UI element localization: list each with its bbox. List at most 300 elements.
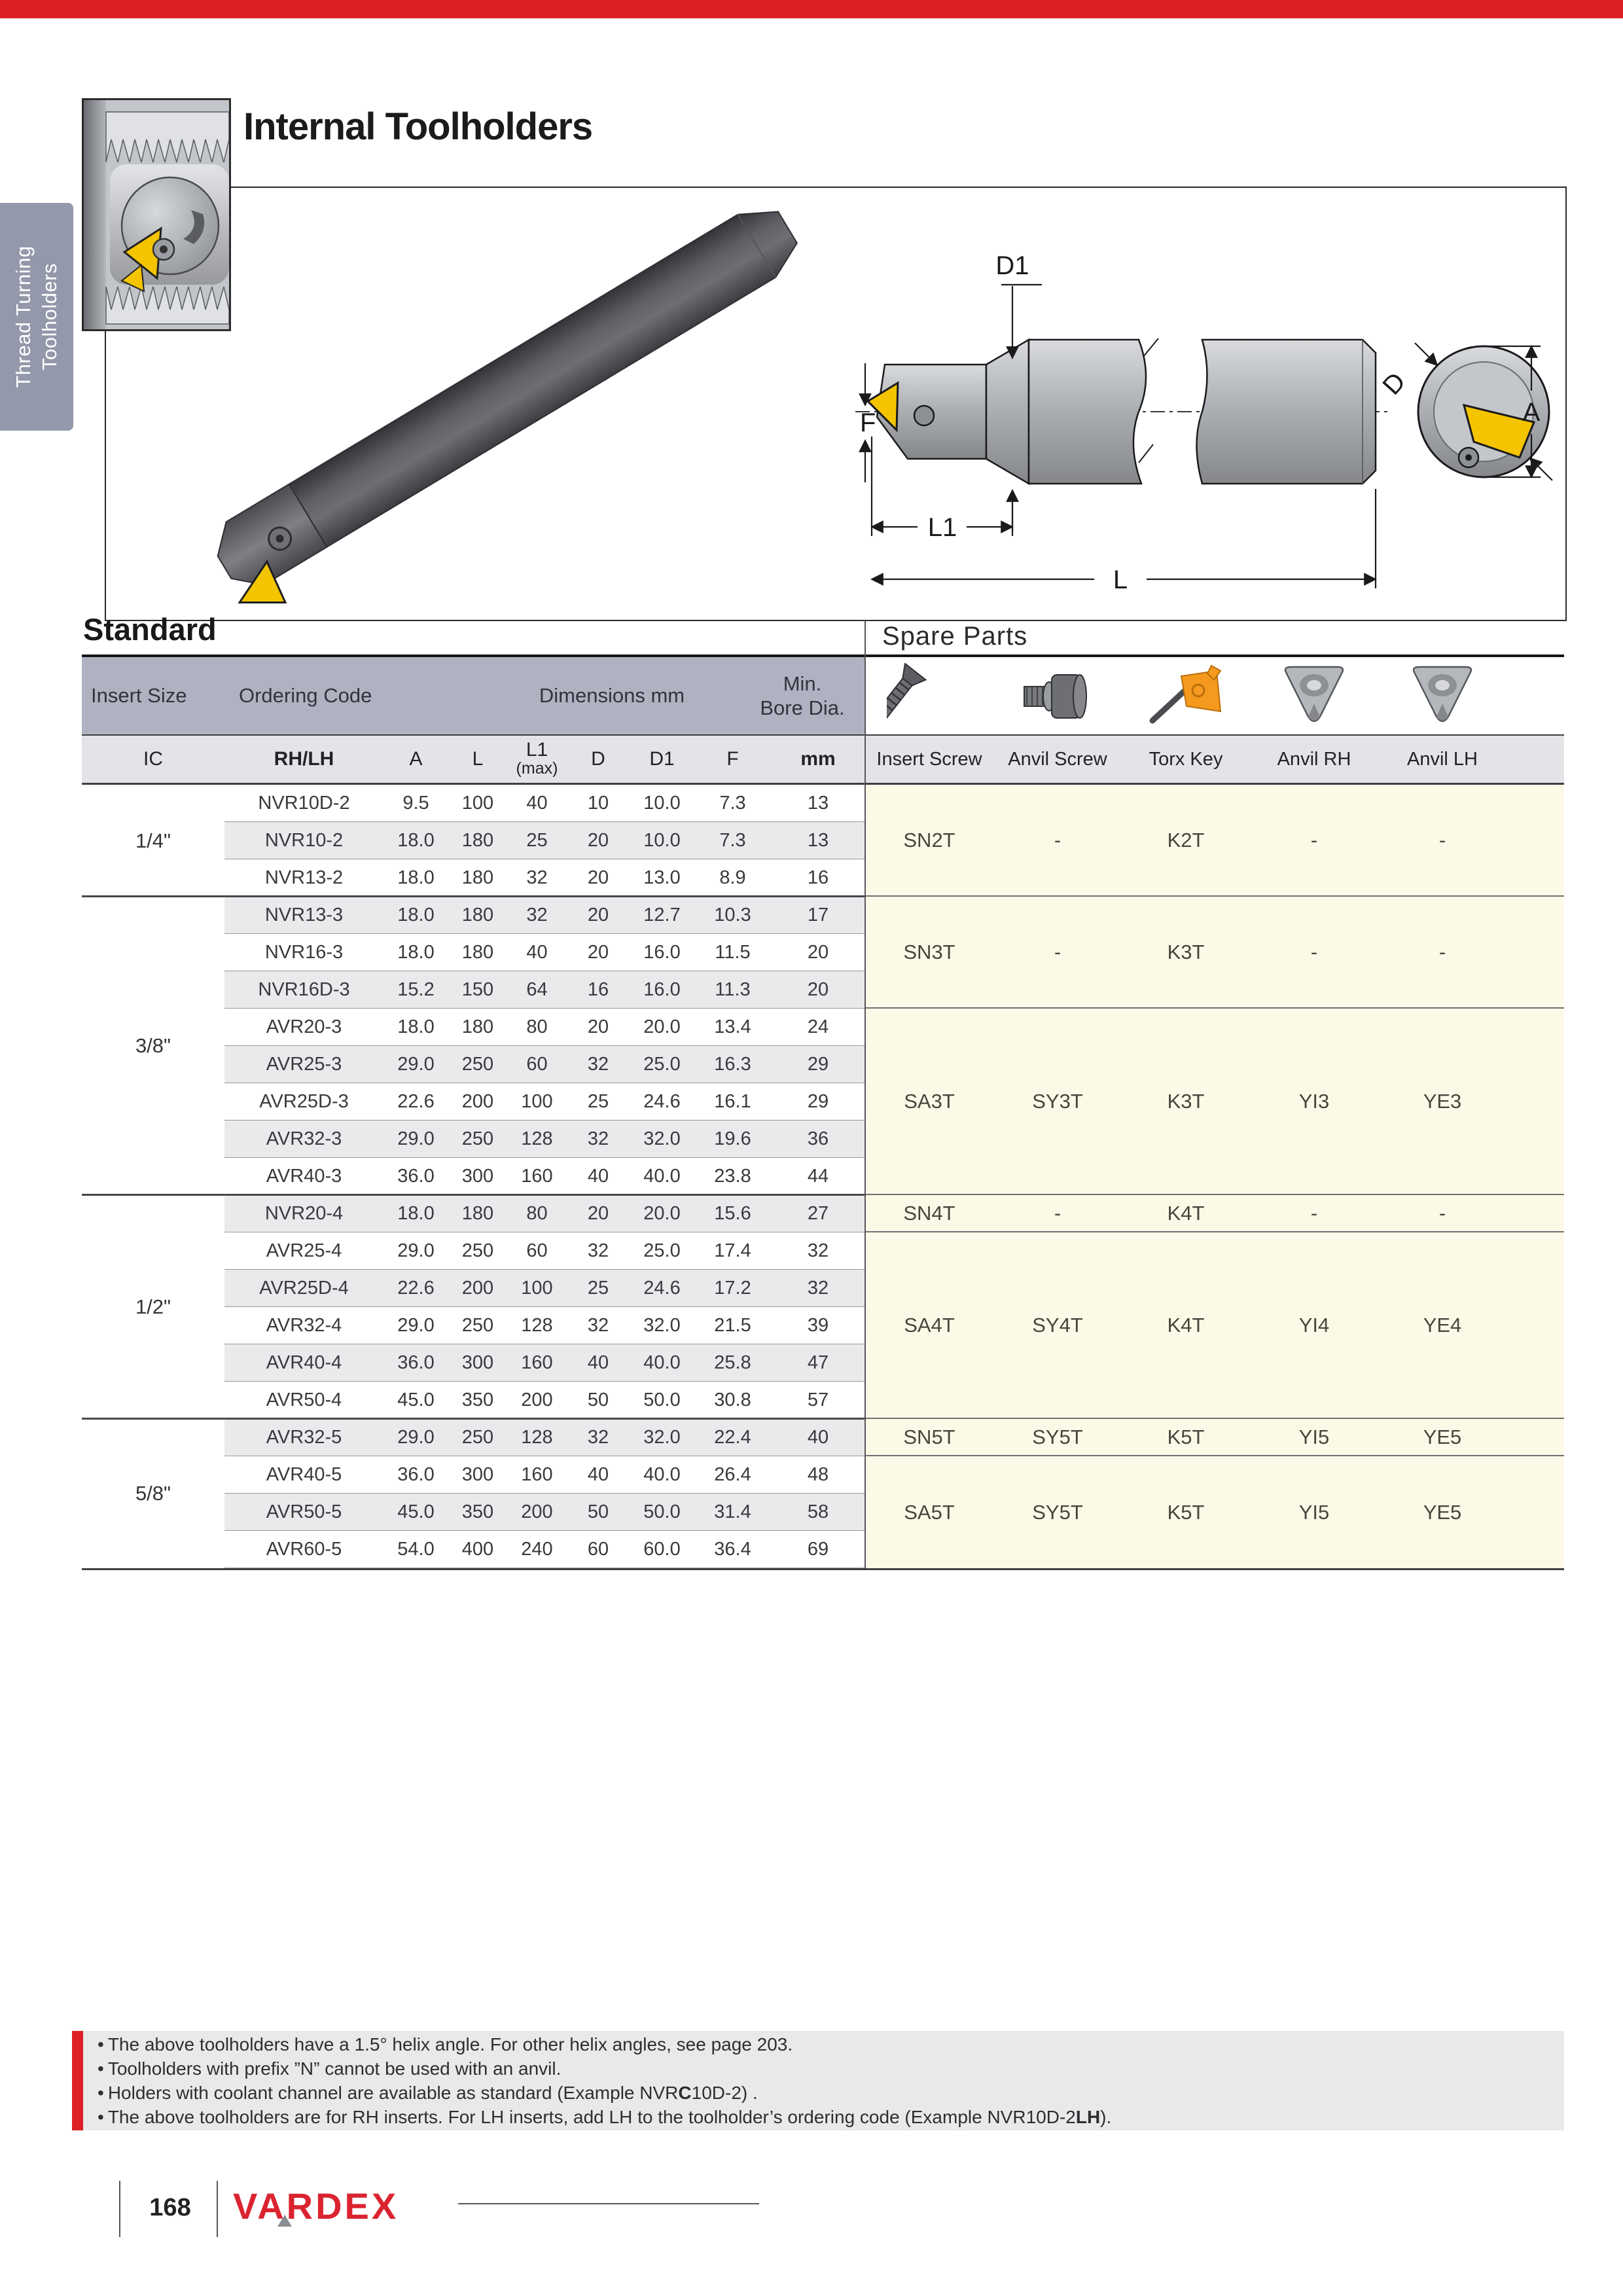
cell-insert-size: [82, 1158, 224, 1195]
cell-dim-d1: 32.0: [630, 1419, 694, 1456]
cell-dim-l: 300: [448, 1344, 507, 1382]
table-row: [82, 934, 865, 971]
cell-dim-mm: 24: [771, 1009, 865, 1046]
spare-parts-block: [865, 897, 1564, 1009]
spare-parts-block: [865, 1456, 1564, 1568]
cell-ordering-code: AVR25-3: [224, 1046, 383, 1083]
header-ordering-code: Ordering Code: [239, 684, 372, 707]
spare-parts-icons-row: [865, 657, 1564, 734]
cell-insert-size: [82, 1083, 224, 1121]
cell-dim-d: 20: [567, 1009, 630, 1046]
note-text: Holders with coolant channel are available as standard (Example NVR: [107, 2083, 679, 2103]
spare-torx-key: K4T: [1167, 1201, 1205, 1225]
header-min-bore-line2: Bore Dia.: [760, 696, 845, 719]
torx-key-icon: [1122, 657, 1250, 734]
cell-dim-l: 250: [448, 1419, 507, 1456]
insert-size-group-label: 3/8": [135, 1034, 171, 1057]
cell-insert-size: [82, 822, 224, 859]
cell-dim-l1: 160: [507, 1344, 567, 1382]
cell-dim-d: 20: [567, 822, 630, 859]
cell-dim-l1: 80: [507, 1195, 567, 1232]
cell-dim-mm: 40: [771, 1419, 865, 1456]
spare-insert-screw: SN5T: [903, 1425, 955, 1448]
cell-dim-mm: 57: [771, 1382, 865, 1419]
section-heading-spare-parts: Spare Parts: [882, 622, 1028, 651]
cell-insert-size: [82, 1494, 224, 1531]
cell-ordering-code: NVR13-2: [224, 859, 383, 897]
cell-ordering-code: NVR20-4: [224, 1195, 383, 1232]
cell-ordering-code: NVR13-3: [224, 897, 383, 934]
cell-dim-l: 180: [448, 822, 507, 859]
table-row: [82, 1009, 865, 1046]
cell-dim-a: 18.0: [383, 1009, 448, 1046]
spare-anvil-rh: YI3: [1298, 1089, 1330, 1113]
cell-dim-f: 11.5: [694, 934, 771, 971]
cell-dim-d: 32: [567, 1419, 630, 1456]
cell-dim-mm: 32: [771, 1270, 865, 1307]
cell-dim-d1: 13.0: [630, 859, 694, 897]
cell-dim-f: 7.3: [694, 822, 771, 859]
cell-dim-f: 25.8: [694, 1344, 771, 1382]
anvil-rh-icon: [1250, 657, 1378, 734]
table-row: [82, 1382, 865, 1419]
cell-dim-l1: 80: [507, 1009, 567, 1046]
cell-insert-size: [82, 1009, 224, 1046]
cell-dim-d: 40: [567, 1344, 630, 1382]
cell-dim-f: 22.4: [694, 1419, 771, 1456]
cell-dim-f: 16.3: [694, 1046, 771, 1083]
cell-ordering-code: AVR60-5: [224, 1531, 383, 1568]
cell-dim-a: 36.0: [383, 1158, 448, 1195]
cell-dim-l1: 32: [507, 897, 567, 934]
header-insert-size: Insert Size: [91, 684, 187, 707]
spare-anvil-lh: YE3: [1423, 1089, 1462, 1113]
cell-ordering-code: AVR25D-3: [224, 1083, 383, 1121]
cell-dim-l1: 60: [507, 1232, 567, 1270]
top-red-band: [0, 0, 1623, 18]
spare-anvil-rh: YI5: [1298, 1500, 1330, 1524]
subheader-spare-parts: [865, 736, 1564, 783]
spare-torx-key: K3T: [1167, 940, 1205, 963]
cell-ordering-code: AVR40-4: [224, 1344, 383, 1382]
spare-parts-block: [865, 1232, 1564, 1419]
cell-dim-a: 18.0: [383, 859, 448, 897]
note-text: The above toolholders have a 1.5° helix angle. For other helix angles, see page 203.: [107, 2034, 793, 2054]
cell-dim-d: 25: [567, 1270, 630, 1307]
spare-insert-screw: SN2T: [903, 828, 955, 852]
cell-ordering-code: AVR25-4: [224, 1232, 383, 1270]
table-row: [82, 785, 865, 822]
cell-dim-mm: 16: [771, 859, 865, 897]
cell-dim-l: 180: [448, 934, 507, 971]
section-heading-standard: Standard: [83, 612, 217, 647]
cell-dim-d: 40: [567, 1158, 630, 1195]
insert-size-group-label: 1/2": [135, 1295, 171, 1318]
cell-insert-size: [82, 1531, 224, 1568]
spare-anvil-rh: YI5: [1298, 1425, 1330, 1448]
cell-dim-l: 250: [448, 1046, 507, 1083]
cell-dim-a: 29.0: [383, 1419, 448, 1456]
cell-insert-size: [82, 1195, 224, 1232]
cell-dim-l1: 40: [507, 934, 567, 971]
cell-dim-d: 20: [567, 859, 630, 897]
sidebar-tab-text: [0, 203, 73, 431]
cell-dim-l1: 200: [507, 1494, 567, 1531]
note-text: 10D-2) .: [691, 2083, 758, 2103]
cell-dim-d1: 16.0: [630, 971, 694, 1009]
cell-dim-a: 15.2: [383, 971, 448, 1009]
note-text: Toolholders with prefix ”N” cannot be used with an anvil.: [107, 2058, 562, 2079]
cell-dim-d1: 32.0: [630, 1307, 694, 1344]
table-row: [82, 1232, 865, 1270]
cell-ordering-code: AVR50-4: [224, 1382, 383, 1419]
cell-dim-mm: 13: [771, 822, 865, 859]
footer-rule-right: [217, 2181, 218, 2237]
cell-insert-size: [82, 1456, 224, 1494]
cell-dim-l1: 100: [507, 1270, 567, 1307]
cell-dim-l1: 160: [507, 1158, 567, 1195]
cell-dim-f: 7.3: [694, 785, 771, 822]
cell-dim-d: 32: [567, 1232, 630, 1270]
cell-dim-a: 36.0: [383, 1344, 448, 1382]
svg-text:D: D: [1377, 367, 1412, 401]
cell-dim-l: 180: [448, 897, 507, 934]
cell-dim-f: 19.6: [694, 1121, 771, 1158]
bullet-icon: •: [98, 2058, 104, 2079]
notes-box: [83, 2031, 1564, 2130]
spare-insert-screw: SA4T: [904, 1313, 955, 1336]
cell-dim-d: 50: [567, 1382, 630, 1419]
cell-ordering-code: NVR10-2: [224, 822, 383, 859]
cell-dim-mm: 32: [771, 1232, 865, 1270]
cell-dim-l1: 128: [507, 1419, 567, 1456]
spare-parts-block: [865, 1195, 1564, 1232]
spare-anvil-lh: -: [1438, 1201, 1446, 1225]
table-row: [82, 897, 865, 934]
cell-dim-a: 29.0: [383, 1232, 448, 1270]
cell-dim-mm: 20: [771, 934, 865, 971]
sidebar-chapter-tab: [0, 203, 73, 431]
subheader-mm: mm: [800, 748, 836, 770]
subheader-rhlh: RH/LH: [274, 748, 334, 770]
subheader-f: F: [726, 748, 739, 770]
bullet-icon: •: [98, 2107, 104, 2127]
cell-dim-d1: 16.0: [630, 934, 694, 971]
cell-dim-l: 300: [448, 1456, 507, 1494]
diagram-box: [105, 187, 1567, 621]
table-row: [82, 859, 865, 897]
cell-dim-l: 400: [448, 1531, 507, 1568]
cell-dim-d1: 50.0: [630, 1382, 694, 1419]
subheader-anvil-rh: Anvil RH: [1277, 748, 1351, 770]
cell-dim-l1: 240: [507, 1531, 567, 1568]
spare-anvil-screw: -: [1054, 1201, 1061, 1225]
cell-ordering-code: AVR32-4: [224, 1307, 383, 1344]
cell-dim-d1: 24.6: [630, 1270, 694, 1307]
cell-dim-f: 17.4: [694, 1232, 771, 1270]
cell-dim-l1: 40: [507, 785, 567, 822]
cell-dim-f: 8.9: [694, 859, 771, 897]
note-line: [98, 2032, 1564, 2056]
cell-dim-mm: 17: [771, 897, 865, 934]
standard-spare-divider-line: [865, 620, 866, 1568]
spare-parts-panel: [865, 785, 1564, 1568]
subheader-ic: IC: [143, 748, 163, 770]
bullet-icon: •: [98, 2083, 104, 2103]
cell-dim-f: 16.1: [694, 1083, 771, 1121]
cell-dim-l: 350: [448, 1494, 507, 1531]
cell-dim-d: 16: [567, 971, 630, 1009]
cell-ordering-code: AVR32-3: [224, 1121, 383, 1158]
cell-dim-a: 36.0: [383, 1456, 448, 1494]
cell-dim-l: 350: [448, 1382, 507, 1419]
table-row: [82, 1121, 865, 1158]
spare-anvil-screw: -: [1054, 940, 1061, 963]
cell-ordering-code: AVR20-3: [224, 1009, 383, 1046]
cell-insert-size: [82, 1344, 224, 1382]
spare-parts-block: [865, 785, 1564, 897]
cell-dim-a: 22.6: [383, 1270, 448, 1307]
cell-dim-f: 30.8: [694, 1382, 771, 1419]
spare-insert-screw: SA5T: [904, 1500, 955, 1524]
cell-dim-f: 23.8: [694, 1158, 771, 1195]
cell-dim-a: 22.6: [383, 1083, 448, 1121]
table-row: [82, 971, 865, 1009]
notes-red-bar: [72, 2031, 83, 2130]
cell-dim-mm: 47: [771, 1344, 865, 1382]
dimension-drawing: [846, 201, 1559, 607]
thumbnail-internal-threading-photo: [82, 98, 231, 331]
cell-dim-l: 180: [448, 1195, 507, 1232]
table-row: [82, 1046, 865, 1083]
spare-anvil-lh: YE5: [1423, 1425, 1462, 1448]
spare-torx-key: K4T: [1167, 1313, 1205, 1336]
cell-dim-d1: 25.0: [630, 1046, 694, 1083]
cell-dim-l1: 32: [507, 859, 567, 897]
cell-insert-size: [82, 1270, 224, 1307]
svg-text:A: A: [1522, 398, 1541, 427]
cell-dim-d1: 40.0: [630, 1158, 694, 1195]
cell-ordering-code: NVR16-3: [224, 934, 383, 971]
brand-logo-triangle-icon: [277, 2215, 292, 2227]
cell-dim-a: 29.0: [383, 1307, 448, 1344]
svg-text:L: L: [1113, 565, 1128, 594]
spare-anvil-lh: YE4: [1423, 1313, 1462, 1336]
cell-dim-a: 18.0: [383, 934, 448, 971]
cell-dim-mm: 20: [771, 971, 865, 1009]
cell-dim-a: 45.0: [383, 1382, 448, 1419]
spare-torx-key: K2T: [1167, 828, 1205, 852]
cell-dim-l: 180: [448, 859, 507, 897]
cell-dim-d1: 20.0: [630, 1195, 694, 1232]
brand-logo: VARDEX: [233, 2185, 399, 2227]
bullet-icon: •: [98, 2034, 104, 2054]
toolholder-3d-render: [119, 194, 878, 613]
subheader-l: L: [472, 748, 484, 770]
cell-ordering-code: AVR40-3: [224, 1158, 383, 1195]
cell-ordering-code: NVR16D-3: [224, 971, 383, 1009]
table-row: [82, 1531, 865, 1568]
table-row: [82, 1419, 865, 1456]
cell-ordering-code: AVR40-5: [224, 1456, 383, 1494]
cell-dim-f: 10.3: [694, 897, 771, 934]
cell-dim-l1: 128: [507, 1121, 567, 1158]
header-min-bore-line1: Min.: [783, 672, 822, 695]
cell-dim-d: 32: [567, 1121, 630, 1158]
page-number: 168: [149, 2194, 191, 2221]
cell-insert-size: [82, 785, 224, 822]
subheader-l1: [507, 736, 567, 783]
spare-torx-key: K3T: [1167, 1089, 1205, 1113]
table-row: [82, 1158, 865, 1195]
spare-anvil-rh: YI4: [1298, 1313, 1330, 1336]
subheader-torx-key: Torx Key: [1149, 748, 1223, 770]
spare-parts-block: [865, 1009, 1564, 1195]
cell-dim-a: 29.0: [383, 1121, 448, 1158]
table-bottom-rule: [82, 1568, 1564, 1570]
cell-dim-mm: 13: [771, 785, 865, 822]
cell-insert-size: [82, 1121, 224, 1158]
header-dimensions: Dimensions mm: [539, 684, 685, 707]
spare-anvil-lh: -: [1438, 828, 1446, 852]
subheader-anvil-lh: Anvil LH: [1407, 748, 1478, 770]
cell-dim-d1: 10.0: [630, 822, 694, 859]
insert-size-group-label: 5/8": [135, 1482, 171, 1505]
cell-dim-l: 250: [448, 1232, 507, 1270]
cell-dim-mm: 48: [771, 1456, 865, 1494]
cell-dim-a: 29.0: [383, 1046, 448, 1083]
svg-text:D1: D1: [995, 251, 1029, 280]
spare-anvil-rh: -: [1310, 828, 1318, 852]
note-text: LH: [1075, 2107, 1101, 2127]
spare-anvil-screw: SY3T: [1032, 1089, 1083, 1113]
cell-dim-d: 60: [567, 1531, 630, 1568]
cell-dim-d1: 32.0: [630, 1121, 694, 1158]
cell-insert-size: [82, 1307, 224, 1344]
spare-insert-screw: SN3T: [903, 940, 955, 963]
cell-dim-f: 13.4: [694, 1009, 771, 1046]
table-row: [82, 1083, 865, 1121]
sidebar-tab-line1: Thread Turning: [12, 245, 35, 388]
cell-dim-mm: 58: [771, 1494, 865, 1531]
cell-ordering-code: AVR25D-4: [224, 1270, 383, 1307]
cell-insert-size: [82, 1232, 224, 1270]
cell-dim-l: 180: [448, 1009, 507, 1046]
anvil-lh-icon: [1378, 657, 1507, 734]
spare-anvil-rh: -: [1310, 1201, 1318, 1225]
note-line: [98, 2056, 1564, 2081]
cell-dim-mm: 27: [771, 1195, 865, 1232]
cell-dim-d1: 60.0: [630, 1531, 694, 1568]
cell-dim-d: 20: [567, 897, 630, 934]
cell-dim-d: 20: [567, 1195, 630, 1232]
cell-dim-mm: 36: [771, 1121, 865, 1158]
spare-anvil-lh: -: [1438, 940, 1446, 963]
cell-dim-l1: 160: [507, 1456, 567, 1494]
cell-dim-d1: 50.0: [630, 1494, 694, 1531]
cell-insert-size: [82, 934, 224, 971]
cell-dim-d: 10: [567, 785, 630, 822]
table-row: [82, 822, 865, 859]
table-row: [82, 1270, 865, 1307]
cell-dim-mm: 69: [771, 1531, 865, 1568]
cell-dim-f: 36.4: [694, 1531, 771, 1568]
note-text: The above toolholders are for RH inserts. For LH inserts, add LH to the toolholder’s ordering code (Example NVR10D-2: [107, 2107, 1076, 2127]
cell-dim-l: 150: [448, 971, 507, 1009]
table-row: [82, 1307, 865, 1344]
cell-dim-l1: 25: [507, 822, 567, 859]
cell-dim-d1: 24.6: [630, 1083, 694, 1121]
spare-torx-key: K5T: [1167, 1425, 1205, 1448]
subheader-l1-max: (max): [516, 759, 558, 778]
cell-dim-d1: 12.7: [630, 897, 694, 934]
cell-dim-l: 250: [448, 1307, 507, 1344]
cell-dim-l: 250: [448, 1121, 507, 1158]
insert-size-group-label: 1/4": [135, 829, 171, 852]
cell-dim-a: 54.0: [383, 1531, 448, 1568]
spare-anvil-screw: SY5T: [1032, 1425, 1083, 1448]
cell-dim-l1: 64: [507, 971, 567, 1009]
spare-anvil-lh: YE5: [1423, 1500, 1462, 1524]
table-header-band: [82, 657, 865, 734]
subheader-standard: [82, 736, 865, 783]
table-row: [82, 1344, 865, 1382]
cell-dim-l: 100: [448, 785, 507, 822]
cell-dim-a: 45.0: [383, 1494, 448, 1531]
cell-dim-d: 20: [567, 934, 630, 971]
cell-dim-d: 50: [567, 1494, 630, 1531]
sidebar-tab-line2: Toolholders: [38, 262, 61, 371]
subheader-d1: D1: [649, 748, 675, 770]
subheader-anvil-screw: Anvil Screw: [1008, 748, 1107, 770]
spare-anvil-screw: SY4T: [1032, 1313, 1083, 1336]
cell-insert-size: [82, 859, 224, 897]
spare-anvil-screw: -: [1054, 828, 1061, 852]
cell-dim-l: 200: [448, 1083, 507, 1121]
cell-dim-d1: 10.0: [630, 785, 694, 822]
cell-dim-d: 40: [567, 1456, 630, 1494]
subheader-insert-screw: Insert Screw: [876, 748, 982, 770]
subheader-l1-top: L1: [526, 739, 548, 761]
anvil-screw-icon: [993, 657, 1122, 734]
spare-torx-key: K5T: [1167, 1500, 1205, 1524]
cell-dim-l1: 200: [507, 1382, 567, 1419]
note-text: C: [678, 2083, 692, 2103]
subheader-d: D: [591, 748, 605, 770]
table-row: [82, 1195, 865, 1232]
cell-insert-size: [82, 1046, 224, 1083]
svg-text:F: F: [860, 408, 876, 437]
cell-dim-a: 9.5: [383, 785, 448, 822]
table-subheader: [82, 734, 1564, 785]
cell-dim-d: 32: [567, 1046, 630, 1083]
cell-dim-f: 11.3: [694, 971, 771, 1009]
page-title: Internal Toolholders: [243, 105, 593, 148]
cell-dim-d: 25: [567, 1083, 630, 1121]
insert-screw-icon: [865, 657, 993, 734]
spare-anvil-screw: SY5T: [1032, 1500, 1083, 1524]
cell-dim-l1: 100: [507, 1083, 567, 1121]
cell-dim-a: 18.0: [383, 822, 448, 859]
subheader-a: A: [409, 748, 423, 770]
cell-ordering-code: AVR32-5: [224, 1419, 383, 1456]
cell-dim-mm: 29: [771, 1083, 865, 1121]
cell-insert-size: [82, 897, 224, 934]
cell-dim-d1: 40.0: [630, 1456, 694, 1494]
footer-rule-left: [119, 2181, 120, 2237]
cell-dim-l: 300: [448, 1158, 507, 1195]
cell-dim-mm: 29: [771, 1046, 865, 1083]
